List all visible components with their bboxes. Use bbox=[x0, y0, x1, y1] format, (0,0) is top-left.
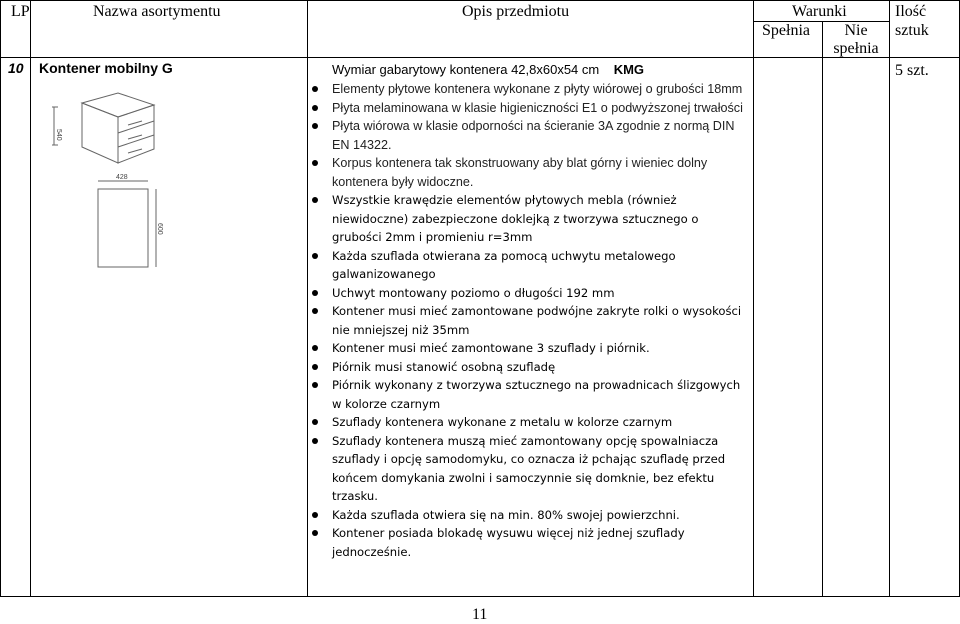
dimension-line bbox=[332, 62, 644, 77]
spec-item: Piórnik wykonany z tworzywa sztucznego na prowadnicach ślizgowych w kolorze czarnym bbox=[312, 376, 744, 413]
header-lp: LP bbox=[11, 3, 30, 20]
spec-item: Elementy płytowe kontenera wykonane z płyty wiórowej o grubości 18mm bbox=[312, 80, 744, 99]
spec-item: Wszystkie krawędzie elementów płytowych mebla (również niewidoczne) zabezpieczone doklejką z tworzywa sztucznego o grubości 2mm i promieniu r=3mm bbox=[312, 191, 744, 247]
label-top: 428 bbox=[116, 174, 128, 181]
spec-item: Szuflady kontenera wykonane z metalu w kolorze czarnym bbox=[312, 413, 744, 432]
header-nie: Nie bbox=[844, 22, 868, 39]
spec-item: Kontener musi mieć zamontowane 3 szuflady i piórnik. bbox=[312, 339, 744, 358]
header-spelnia: Spełnia bbox=[762, 22, 810, 39]
label-side: 540 bbox=[55, 129, 62, 141]
spec-item: Kontener musi mieć zamontowane podwójne zakryte rolki o wysokości nie mniejszej niż 35mm bbox=[312, 302, 744, 339]
spec-list bbox=[312, 80, 744, 561]
spec-item: Kontener posiada blokadę wysuwu więcej niż jednej szuflady jednocześnie. bbox=[312, 524, 744, 561]
product-code: KMG bbox=[613, 62, 645, 77]
dimension-text: Wymiar gabarytowy kontenera 42,8x60x54 cm bbox=[332, 62, 600, 77]
header-opis: Opis przedmiotu bbox=[462, 3, 570, 20]
row-lp: 10 bbox=[8, 60, 24, 76]
page-number: 11 bbox=[472, 606, 488, 623]
row-name: Kontener mobilny G bbox=[39, 60, 173, 76]
label-depth: 600 bbox=[156, 223, 163, 235]
spec-item: Każda szuflada otwierana za pomocą uchwytu metalowego galwanizowanego bbox=[312, 247, 744, 284]
header-ilosc: Ilość bbox=[895, 3, 927, 20]
spec-item: Płyta melaminowana w klasie higieniczności E1 o podwyższonej trwałości bbox=[312, 99, 744, 118]
spec-item: Korpus kontenera tak skonstruowany aby blat górny i wieniec dolny kontenera były widoczne. bbox=[312, 154, 744, 191]
header-nazwa: Nazwa asortymentu bbox=[93, 3, 221, 20]
spec-item: Płyta wiórowa w klasie odporności na ścieranie 3A zgodnie z normą DIN EN 14322. bbox=[312, 117, 744, 154]
row-quantity: 5 szt. bbox=[895, 62, 929, 79]
header-warunki: Warunki bbox=[792, 3, 847, 20]
spec-item: Piórnik musi stanowić osobną szufladę bbox=[312, 358, 744, 377]
header-sztuk: sztuk bbox=[895, 22, 929, 39]
spec-item: Szuflady kontenera muszą mieć zamontowany opcję spowalniacza szuflady i opcję samodomyku, co oznacza iż pchając szufladę przed końcem domykania zwolni i samoczynnie się domknie, bez efektu trzasku. bbox=[312, 432, 744, 506]
header-nie-spelnia bbox=[823, 22, 889, 58]
spec-item: Każda szuflada otwiera się na min. 80% swojej powierzchni. bbox=[312, 506, 744, 525]
header-spelnia2: spełnia bbox=[833, 40, 879, 57]
cabinet-drawing bbox=[52, 85, 172, 285]
spec-item: Uchwyt montowany poziomo o długości 192 mm bbox=[312, 284, 744, 303]
